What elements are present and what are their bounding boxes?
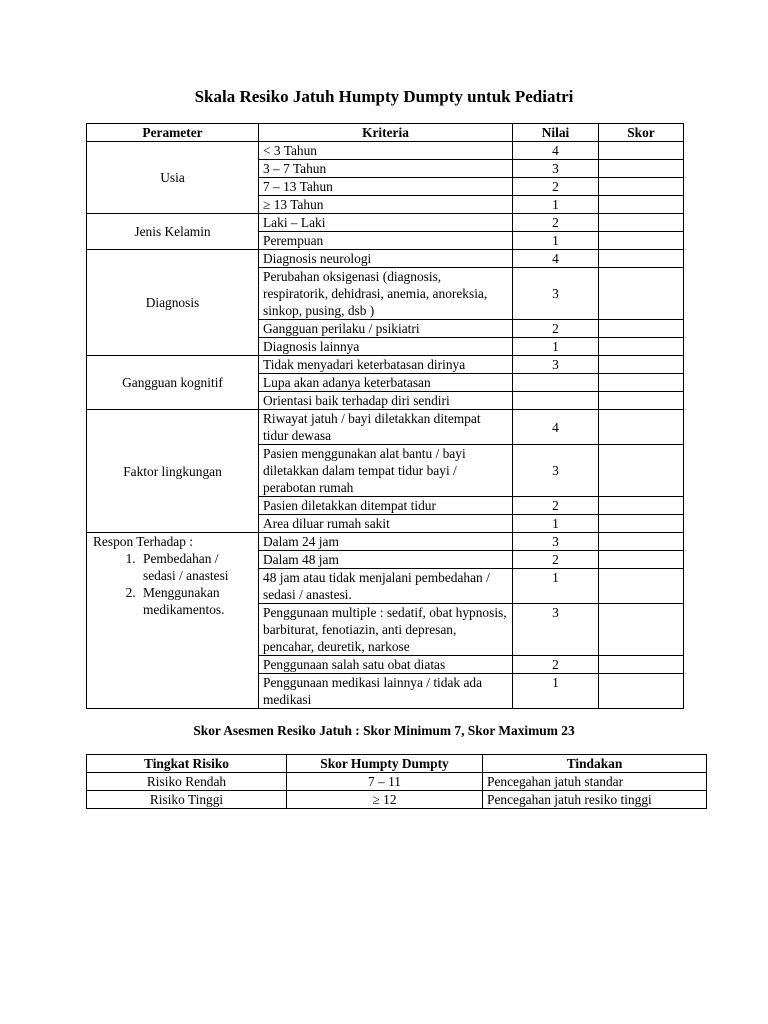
skor-cell: [599, 656, 684, 674]
nilai-cell: [513, 374, 599, 392]
kriteria-cell: < 3 Tahun: [259, 142, 513, 160]
risk-level-table: [86, 754, 707, 809]
respon-list: [93, 550, 254, 618]
skor-cell: [599, 160, 684, 178]
param-jenis-kelamin: Jenis Kelamin: [87, 214, 259, 250]
skor-cell: [599, 445, 684, 497]
table-row: [87, 250, 684, 268]
nilai-cell: 2: [513, 551, 599, 569]
kriteria-cell: Penggunaan multiple : sedatif, obat hypnosis, barbiturat, fenotiazin, anti depresan, pencahar, deuretik, narkose: [259, 604, 513, 656]
header-perameter: Perameter: [87, 124, 259, 142]
kriteria-cell: 3 – 7 Tahun: [259, 160, 513, 178]
table-header-row: [87, 124, 684, 142]
kriteria-cell: Tidak menyadari keterbatasan dirinya: [259, 356, 513, 374]
tingkat-cell: Risiko Rendah: [87, 773, 287, 791]
skor-cell: [599, 232, 684, 250]
header-skor: Skor: [599, 124, 684, 142]
nilai-cell: 3: [513, 160, 599, 178]
risk-header-row: [87, 755, 707, 773]
kriteria-cell: Dalam 24 jam: [259, 533, 513, 551]
kriteria-cell: ≥ 13 Tahun: [259, 196, 513, 214]
skor-cell: [599, 392, 684, 410]
tindakan-cell: Pencegahan jatuh resiko tinggi: [483, 791, 707, 809]
skor-cell: [599, 178, 684, 196]
skor-cell: [599, 320, 684, 338]
tingkat-cell: Risiko Tinggi: [87, 791, 287, 809]
nilai-cell: 3: [513, 268, 599, 320]
table-row: [87, 533, 684, 551]
nilai-cell: 2: [513, 214, 599, 232]
kriteria-cell: Riwayat jatuh / bayi diletakkan ditempat tidur dewasa: [259, 410, 513, 445]
skor-cell: [599, 196, 684, 214]
skor-cell: [599, 374, 684, 392]
skor-cell: [599, 551, 684, 569]
nilai-cell: 3: [513, 356, 599, 374]
nilai-cell: 3: [513, 604, 599, 656]
nilai-cell: 1: [513, 674, 599, 709]
skor-cell: [599, 142, 684, 160]
header-nilai: Nilai: [513, 124, 599, 142]
fall-risk-table: [86, 123, 684, 709]
param-faktor-lingkungan: Faktor lingkungan: [87, 410, 259, 533]
param-usia: Usia: [87, 142, 259, 214]
header-tindakan: Tindakan: [483, 755, 707, 773]
kriteria-cell: Pasien menggunakan alat bantu / bayi diletakkan dalam tempat tidur bayi / perabotan rumah: [259, 445, 513, 497]
skor-cell: [599, 410, 684, 445]
header-kriteria: Kriteria: [259, 124, 513, 142]
header-skor-humpty-dumpty: Skor Humpty Dumpty: [287, 755, 483, 773]
nilai-cell: 4: [513, 142, 599, 160]
kriteria-cell: Laki – Laki: [259, 214, 513, 232]
nilai-cell: 1: [513, 338, 599, 356]
skor-cell: [599, 356, 684, 374]
skor-cell: [599, 515, 684, 533]
nilai-cell: 4: [513, 410, 599, 445]
nilai-cell: 2: [513, 656, 599, 674]
skor-cell: [599, 268, 684, 320]
nilai-cell: 3: [513, 533, 599, 551]
nilai-cell: 2: [513, 320, 599, 338]
nilai-cell: 1: [513, 196, 599, 214]
kriteria-cell: Orientasi baik terhadap diri sendiri: [259, 392, 513, 410]
skor-cell: [599, 604, 684, 656]
score-summary: Skor Asesmen Resiko Jatuh : Skor Minimum 7, Skor Maximum 23: [193, 723, 575, 738]
kriteria-cell: Gangguan perilaku / psikiatri: [259, 320, 513, 338]
kriteria-cell: 7 – 13 Tahun: [259, 178, 513, 196]
skor-cell: [599, 214, 684, 232]
skor-cell: [599, 569, 684, 604]
kriteria-cell: Diagnosis neurologi: [259, 250, 513, 268]
kriteria-cell: Perubahan oksigenasi (diagnosis, respiratorik, dehidrasi, anemia, anoreksia, sinkop, pusing, dsb ): [259, 268, 513, 320]
skor-cell: [599, 533, 684, 551]
skor-range-cell: 7 – 11: [287, 773, 483, 791]
param-diagnosis: Diagnosis: [87, 250, 259, 356]
table-row: [87, 410, 684, 445]
respon-item: 2. Menggunakan medikamentos.: [139, 584, 254, 618]
nilai-cell: [513, 392, 599, 410]
respon-item: 1. Pembedahan / sedasi / anastesi: [139, 550, 254, 584]
table-row: [87, 214, 684, 232]
nilai-cell: 1: [513, 515, 599, 533]
kriteria-cell: Area diluar rumah sakit: [259, 515, 513, 533]
header-tingkat-risiko: Tingkat Risiko: [87, 755, 287, 773]
nilai-cell: 2: [513, 178, 599, 196]
kriteria-cell: Diagnosis lainnya: [259, 338, 513, 356]
kriteria-cell: Penggunaan salah satu obat diatas: [259, 656, 513, 674]
nilai-cell: 2: [513, 497, 599, 515]
skor-cell: [599, 250, 684, 268]
risk-row: [87, 791, 707, 809]
kriteria-cell: Dalam 48 jam: [259, 551, 513, 569]
risk-row: [87, 773, 707, 791]
skor-cell: [599, 338, 684, 356]
param-gangguan-kognitif: Gangguan kognitif: [87, 356, 259, 410]
nilai-cell: 3: [513, 445, 599, 497]
param-respon-terhadap: [87, 533, 259, 709]
kriteria-cell: 48 jam atau tidak menjalani pembedahan / sedasi / anastesi.: [259, 569, 513, 604]
kriteria-cell: Penggunaan medikasi lainnya / tidak ada medikasi: [259, 674, 513, 709]
kriteria-cell: Lupa akan adanya keterbatasan: [259, 374, 513, 392]
nilai-cell: 1: [513, 569, 599, 604]
document-title: Skala Resiko Jatuh Humpty Dumpty untuk Pediatri: [194, 87, 574, 106]
kriteria-cell: Pasien diletakkan ditempat tidur: [259, 497, 513, 515]
skor-cell: [599, 674, 684, 709]
kriteria-cell: Perempuan: [259, 232, 513, 250]
skor-cell: [599, 497, 684, 515]
table-row: [87, 142, 684, 160]
skor-range-cell: ≥ 12: [287, 791, 483, 809]
table-row: [87, 356, 684, 374]
respon-title: Respon Terhadap :: [93, 534, 193, 549]
nilai-cell: 4: [513, 250, 599, 268]
tindakan-cell: Pencegahan jatuh standar: [483, 773, 707, 791]
nilai-cell: 1: [513, 232, 599, 250]
